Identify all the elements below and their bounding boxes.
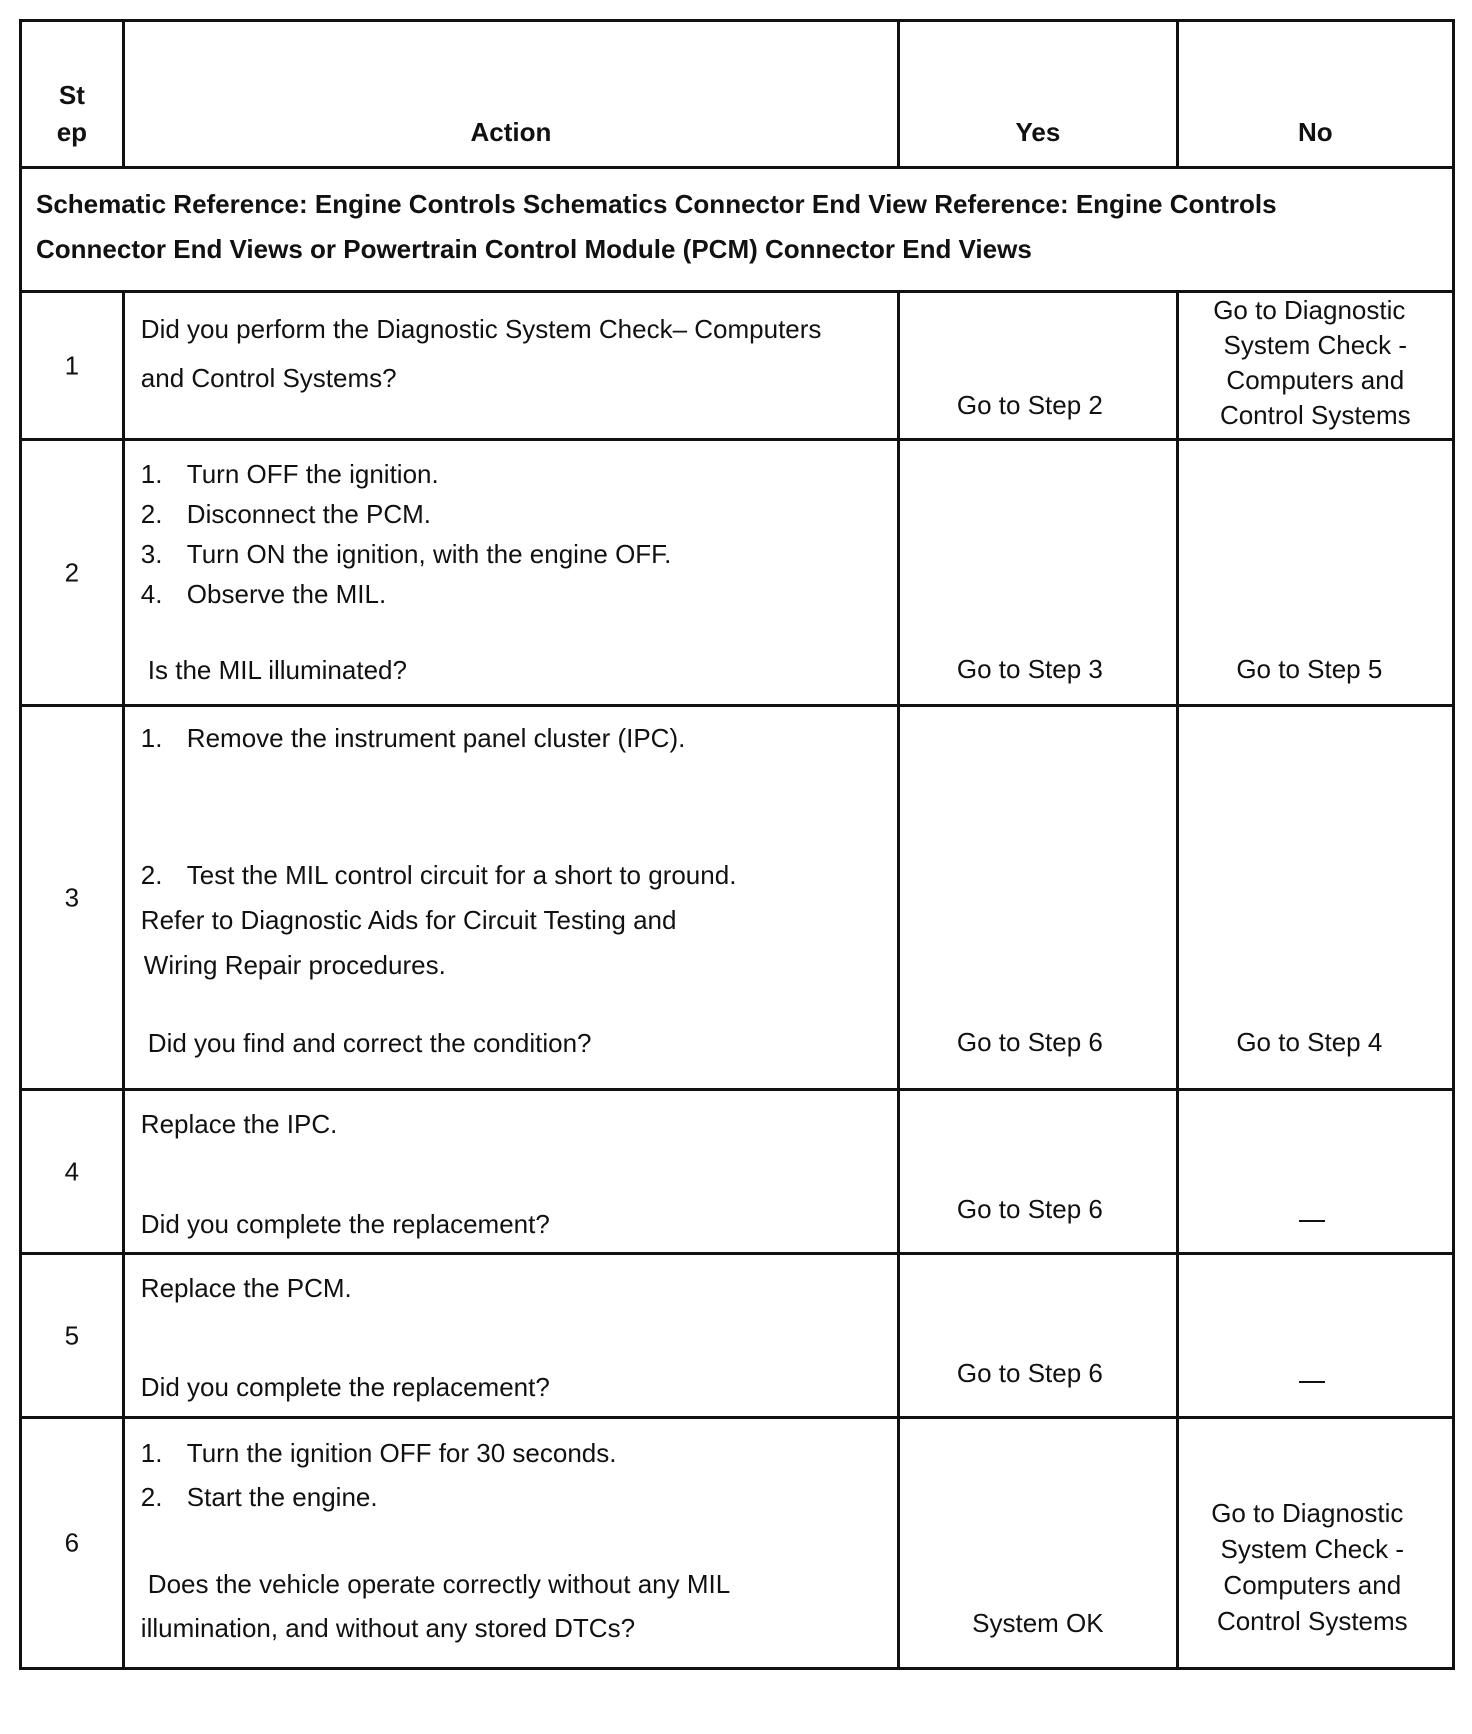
header-step: [22, 22, 125, 166]
question-text: Did you find and correct the condition?: [147, 1028, 592, 1058]
step-number: 4: [64, 1156, 80, 1186]
list-item: [141, 454, 887, 494]
list-item: [141, 1431, 887, 1475]
list-item: [141, 494, 887, 534]
yes-cell: [900, 1091, 1178, 1252]
step-number: 6: [64, 1527, 80, 1558]
step-cell: [22, 1419, 125, 1667]
list-item: [141, 853, 887, 898]
action-cell: [125, 441, 900, 704]
action-cell: [125, 1091, 900, 1252]
yes-answer: Go to Step 6: [956, 1194, 1103, 1224]
step-cell: [22, 1255, 125, 1416]
no-answer-line: Computers and: [1226, 365, 1405, 395]
step-cell: [22, 293, 125, 438]
schematic-line-2: Connector End Views or Powertrain Control Module (PCM) Connector End Views: [36, 234, 1032, 264]
item-number: 2.: [140, 860, 163, 890]
no-cell: [1179, 707, 1455, 1088]
action-text: Did you perform the Diagnostic System Check– Computers: [140, 314, 822, 344]
yes-answer: Go to Step 2: [956, 390, 1103, 420]
question-text: illumination, and without any stored DTCs?: [140, 1613, 636, 1643]
yes-cell: [900, 1419, 1178, 1667]
action-cell: [125, 1419, 900, 1667]
action-text: Replace the PCM.: [140, 1273, 352, 1303]
header-step-line2: ep: [56, 117, 88, 148]
yes-answer: Go to Step 6: [956, 1358, 1103, 1388]
header-yes: Yes: [900, 22, 1178, 166]
no-answer-line: Control Systems: [1219, 400, 1411, 430]
step-number: 2: [64, 557, 80, 587]
note-text: Refer to Diagnostic Aids for Circuit Testing and: [140, 905, 677, 935]
item-number: 4.: [140, 579, 163, 609]
note-text: Wiring Repair procedures.: [143, 950, 446, 980]
step-number: 3: [64, 882, 80, 912]
item-text: Remove the instrument panel cluster (IPC).: [186, 723, 686, 753]
schematic-reference-row: [22, 169, 1455, 293]
no-cell: [1179, 1091, 1455, 1252]
question-text: Did you complete the replacement?: [140, 1372, 550, 1402]
yes-cell: [900, 707, 1178, 1088]
action-text: and Control Systems?: [140, 363, 397, 393]
list-item: [141, 719, 887, 758]
no-answer: [1173, 1495, 1452, 1639]
item-number: 1.: [140, 1438, 163, 1468]
no-answer-dash: [1299, 1381, 1325, 1383]
item-number: 1.: [140, 459, 163, 489]
table-row: [22, 1255, 1455, 1419]
no-answer: Go to Step 4: [1236, 1027, 1383, 1057]
item-text: Disconnect the PCM.: [186, 499, 432, 529]
item-number: 1.: [140, 723, 163, 753]
item-text: Turn the ignition OFF for 30 seconds.: [186, 1438, 617, 1468]
yes-cell: [900, 441, 1178, 704]
action-cell: [125, 293, 900, 438]
yes-cell: [900, 1255, 1178, 1416]
no-answer-line: Go to Diagnostic: [1211, 1498, 1404, 1528]
question-text: Did you complete the replacement?: [140, 1209, 550, 1239]
no-cell: [1179, 1255, 1455, 1416]
no-cell: [1179, 441, 1455, 704]
list-item: [141, 574, 887, 614]
item-number: 2.: [140, 499, 163, 529]
item-text: Observe the MIL.: [186, 579, 387, 609]
step-cell: [22, 441, 125, 704]
item-text: Test the MIL control circuit for a short to ground.: [186, 860, 737, 890]
table-row: [22, 1419, 1455, 1670]
table-row: [22, 441, 1455, 707]
item-text: Start the engine.: [186, 1482, 378, 1512]
item-number: 2.: [140, 1482, 163, 1512]
step-number: 5: [64, 1320, 80, 1350]
no-cell: [1179, 1419, 1455, 1667]
question-text: Does the vehicle operate correctly without any MIL: [147, 1569, 731, 1599]
table-row: [22, 707, 1455, 1091]
header-action: Action: [125, 22, 900, 166]
no-answer-line: Control Systems: [1216, 1606, 1408, 1636]
no-answer-dash: [1299, 1220, 1325, 1222]
no-answer: Go to Step 5: [1236, 654, 1383, 684]
no-answer: [1179, 293, 1452, 433]
item-text: Turn ON the ignition, with the engine OFF.: [186, 539, 672, 569]
yes-answer: System OK: [972, 1608, 1104, 1638]
list-item: [141, 1475, 887, 1519]
header-step-line1: St: [58, 79, 85, 110]
no-answer-line: Computers and: [1223, 1570, 1402, 1600]
no-answer-line: System Check -: [1223, 330, 1408, 360]
list-item: [141, 534, 887, 574]
schematic-reference: [22, 169, 1455, 290]
yes-answer: Go to Step 6: [956, 1027, 1103, 1057]
table-row: [22, 293, 1455, 441]
no-cell: [1179, 293, 1455, 438]
action-text: Replace the IPC.: [140, 1109, 338, 1139]
step-cell: [22, 707, 125, 1088]
item-text: Turn OFF the ignition.: [186, 459, 439, 489]
yes-answer: Go to Step 3: [956, 654, 1103, 684]
step-cell: [22, 1091, 125, 1252]
no-answer-line: System Check -: [1220, 1534, 1405, 1564]
yes-cell: [900, 293, 1178, 438]
step-number: 1: [64, 350, 80, 380]
table-header-row: [22, 22, 1455, 169]
table-row: [22, 1091, 1455, 1255]
item-number: 3.: [140, 539, 163, 569]
diagnostic-table: [19, 19, 1455, 1670]
no-answer-line: Go to Diagnostic: [1213, 295, 1406, 325]
action-cell: [125, 707, 900, 1088]
question-text: Is the MIL illuminated?: [147, 655, 407, 685]
schematic-line-1: Schematic Reference: Engine Controls Schematics Connector End View Reference: Engine Controls: [36, 189, 1277, 219]
header-no: No: [1179, 22, 1455, 166]
action-cell: [125, 1255, 900, 1416]
